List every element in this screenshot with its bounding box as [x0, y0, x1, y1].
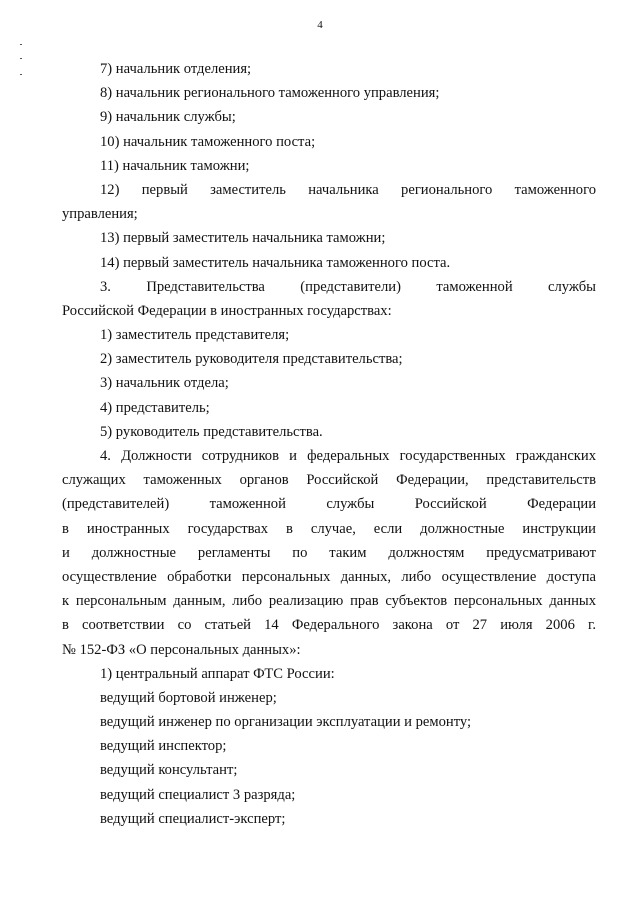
text-line: Российской Федерации в иностранных государствах:: [62, 302, 392, 319]
text-line: 13) первый заместитель начальника таможни;: [100, 230, 386, 247]
text-line: 11) начальник таможни;: [100, 157, 250, 174]
text-line: 5) руководитель представительства.: [100, 423, 323, 440]
text-line: ведущий специалист-эксперт;: [100, 810, 286, 827]
text-line: ведущий инспектор;: [100, 738, 227, 755]
text-line: в иностранных государствах в случае, если должностные инструкции: [62, 520, 596, 537]
text-line: 1) центральный аппарат ФТС России:: [100, 665, 335, 682]
margin-mark: [20, 74, 22, 75]
text-line: 9) начальник службы;: [100, 109, 236, 126]
margin-mark: [20, 44, 22, 45]
text-line: ведущий специалист 3 разряда;: [100, 786, 296, 803]
text-line: 7) начальник отделения;: [100, 61, 252, 77]
text-line: служащих таможенных органов Российской Федерации, представительств: [62, 472, 596, 489]
text-line: 14) первый заместитель начальника таможенного поста.: [100, 254, 451, 271]
text-line: ведущий инженер по организации эксплуатации и ремонту;: [100, 714, 472, 731]
text-line: ведущий консультант;: [100, 762, 238, 779]
text-line: № 152-ФЗ «О персональных данных»:: [62, 641, 301, 658]
text-line: ведущий бортовой инженер;: [100, 689, 277, 706]
text-line: 12) первый заместитель начальника регионального таможенного: [100, 181, 596, 198]
text-line: (представителей) таможенной службы Российской Федерации: [62, 496, 596, 513]
text-line: к персональным данным, либо реализацию прав субъектов персональных данных: [62, 593, 596, 610]
text-line: и должностные регламенты по таким должностям предусматривают: [62, 544, 596, 561]
page-number: 4: [317, 19, 323, 31]
text-line: 4) представитель;: [100, 399, 210, 416]
text-line: 10) начальник таможенного поста;: [100, 133, 316, 150]
text-line: 3. Представительства (представители) таможенной службы: [100, 278, 596, 295]
text-line: 2) заместитель руководителя представительства;: [100, 351, 403, 368]
text-line: 1) заместитель представителя;: [100, 327, 290, 344]
text-line: 8) начальник регионального таможенного управления;: [100, 85, 440, 102]
text-line: в соответствии со статьей 14 Федерального закона от 27 июля 2006 г.: [62, 617, 596, 634]
document-body: [62, 57, 596, 831]
text-line: управления;: [62, 206, 138, 223]
text-line: осуществление обработки персональных данных, либо осуществление доступа: [62, 568, 596, 585]
text-line: 3) начальник отдела;: [100, 375, 229, 392]
margin-mark: [20, 58, 22, 59]
text-line: 4. Должности сотрудников и федеральных государственных гражданских: [100, 448, 596, 464]
